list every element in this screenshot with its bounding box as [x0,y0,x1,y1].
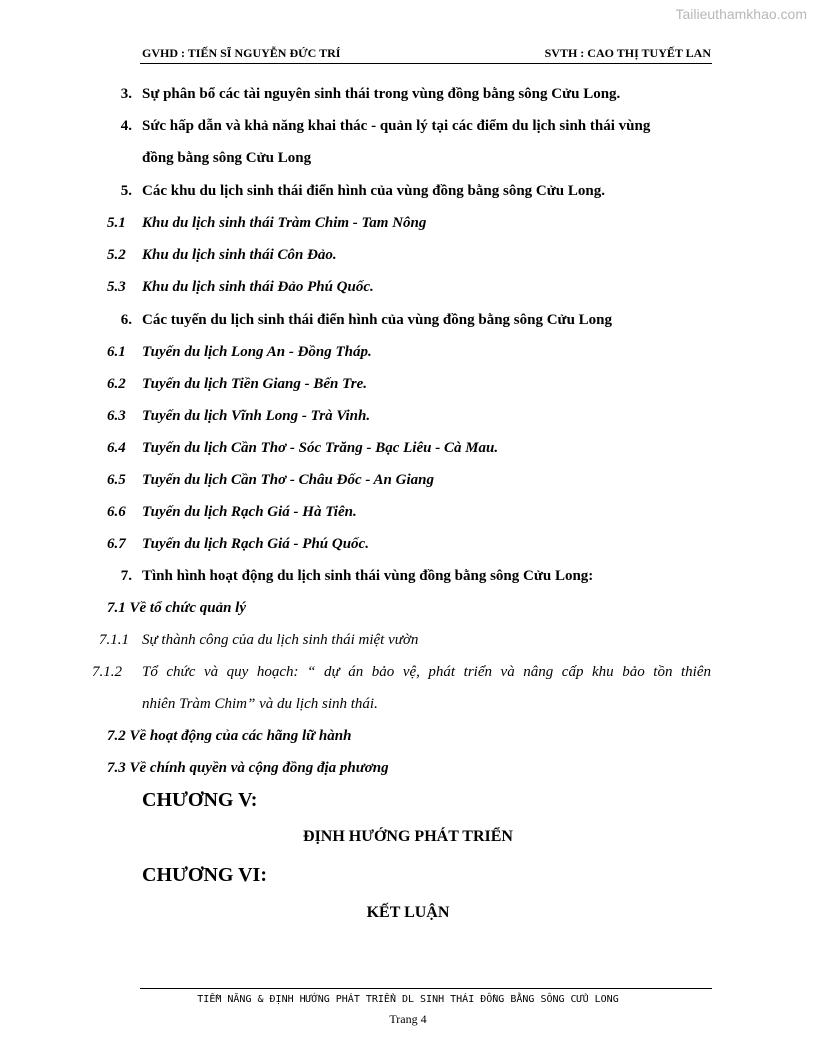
toc-item-text: Tuyến du lịch Cần Thơ - Châu Đốc - An Giang [142,472,434,488]
toc-item-text: Tình hình hoạt động du lịch sinh thái vùng đồng bằng sông Cửu Long: [142,568,594,584]
toc-item-number: 6.6 [107,504,126,520]
header-divider [140,63,712,64]
toc-item-text: Tuyến du lịch Rạch Giá - Phú Quốc. [142,536,369,552]
toc-item-text: Tuyến du lịch Cần Thơ - Sóc Trăng - Bạc Liêu - Cà Mau. [142,440,499,456]
toc-item-number: 5.1 [107,215,126,231]
toc-item-number: 5.3 [107,279,126,295]
toc-item-text: Tổ chức và quy hoạch: “ dự án bảo vệ, phát triển và nâng cấp khu bảo tồn thiên [142,664,711,680]
footer-divider [140,988,712,989]
toc-item-text: Tuyến du lịch Vĩnh Long - Trà Vinh. [142,408,371,424]
toc-item-number: 7. [120,568,132,584]
toc-item-text: Khu du lịch sinh thái Côn Đảo. [142,247,337,263]
toc-item-number: 4. [120,118,132,134]
header-advisor: GVHD : TIẾN SĨ NGUYỄN ĐỨC TRÍ [142,46,341,60]
toc-item-text: Tuyến du lịch Long An - Đồng Tháp. [142,344,372,360]
toc-item-text: Sự phân bổ các tài nguyên sinh thái trong vùng đồng bằng sông Cửu Long. [142,86,621,102]
toc-subsubitem [0,660,816,684]
toc-item-text: Khu du lịch sinh thái Đảo Phú Quốc. [142,279,374,295]
watermark: Tailieuthamkhao.com [675,6,807,22]
toc-item-number: 5. [120,183,132,199]
toc-item-text: 7.1 Về tổ chức quản lý [107,600,246,616]
toc-item-number: 3. [120,86,132,102]
toc-item-text: Khu du lịch sinh thái Tràm Chim - Tam Nông [142,215,427,231]
toc-item-text: Sức hấp dẫn và khả năng khai thác - quản lý tại các điểm du lịch sinh thái vùng [142,118,651,134]
toc-item-number: 6. [120,312,132,328]
toc-item-number: 6.4 [107,440,126,456]
toc-item-text: Tuyến du lịch Rạch Giá - Hà Tiên. [142,504,357,520]
toc-item-text: nhiên Tràm Chim” và du lịch sinh thái. [142,696,378,712]
toc-item-number: 5.2 [107,247,126,263]
toc-item-text: Tuyến du lịch Tiền Giang - Bến Tre. [142,376,367,392]
toc-item-number: 7.1.2 [92,664,122,680]
chapter-title: KẾT LUẬN [366,904,450,921]
toc-item-number: 7.1.1 [99,632,129,648]
header-student: SVTH : CAO THỊ TUYẾT LAN [544,46,711,60]
page-header [142,46,711,61]
toc-item-text: 7.2 Về hoạt động của các hãng lữ hành [107,728,352,744]
chapter-label: CHƯƠNG VI: [142,864,267,886]
toc-item-text: Các tuyến du lịch sinh thái điển hình của vùng đồng bằng sông Cửu Long [142,312,613,328]
toc-item-number: 6.1 [107,344,126,360]
toc-item-text: 7.3 Về chính quyền và cộng đồng địa phương [107,760,389,776]
toc-item-text: đồng bằng sông Cửu Long [142,150,312,166]
toc-item-number: 6.2 [107,376,126,392]
toc-item-text: Sự thành công của du lịch sinh thái miệt vườn [142,632,419,648]
toc-item-number: 6.5 [107,472,126,488]
chapter-label: CHƯƠNG V: [142,789,258,811]
toc-item-number: 6.7 [107,536,126,552]
footer-title: TIỀM NĂNG & ĐỊNH HƯỚNG PHÁT TRIỂN DL SINH THÁI ĐỒNG BẰNG SÔNG CỬU LONG [197,994,619,1005]
toc-item-number: 6.3 [107,408,126,424]
page-number: Trang 4 [389,1012,427,1026]
chapter-title: ĐỊNH HƯỚNG PHÁT TRIỂN [303,828,513,845]
toc-item-text: Các khu du lịch sinh thái điển hình của vùng đồng bằng sông Cửu Long. [142,183,605,199]
